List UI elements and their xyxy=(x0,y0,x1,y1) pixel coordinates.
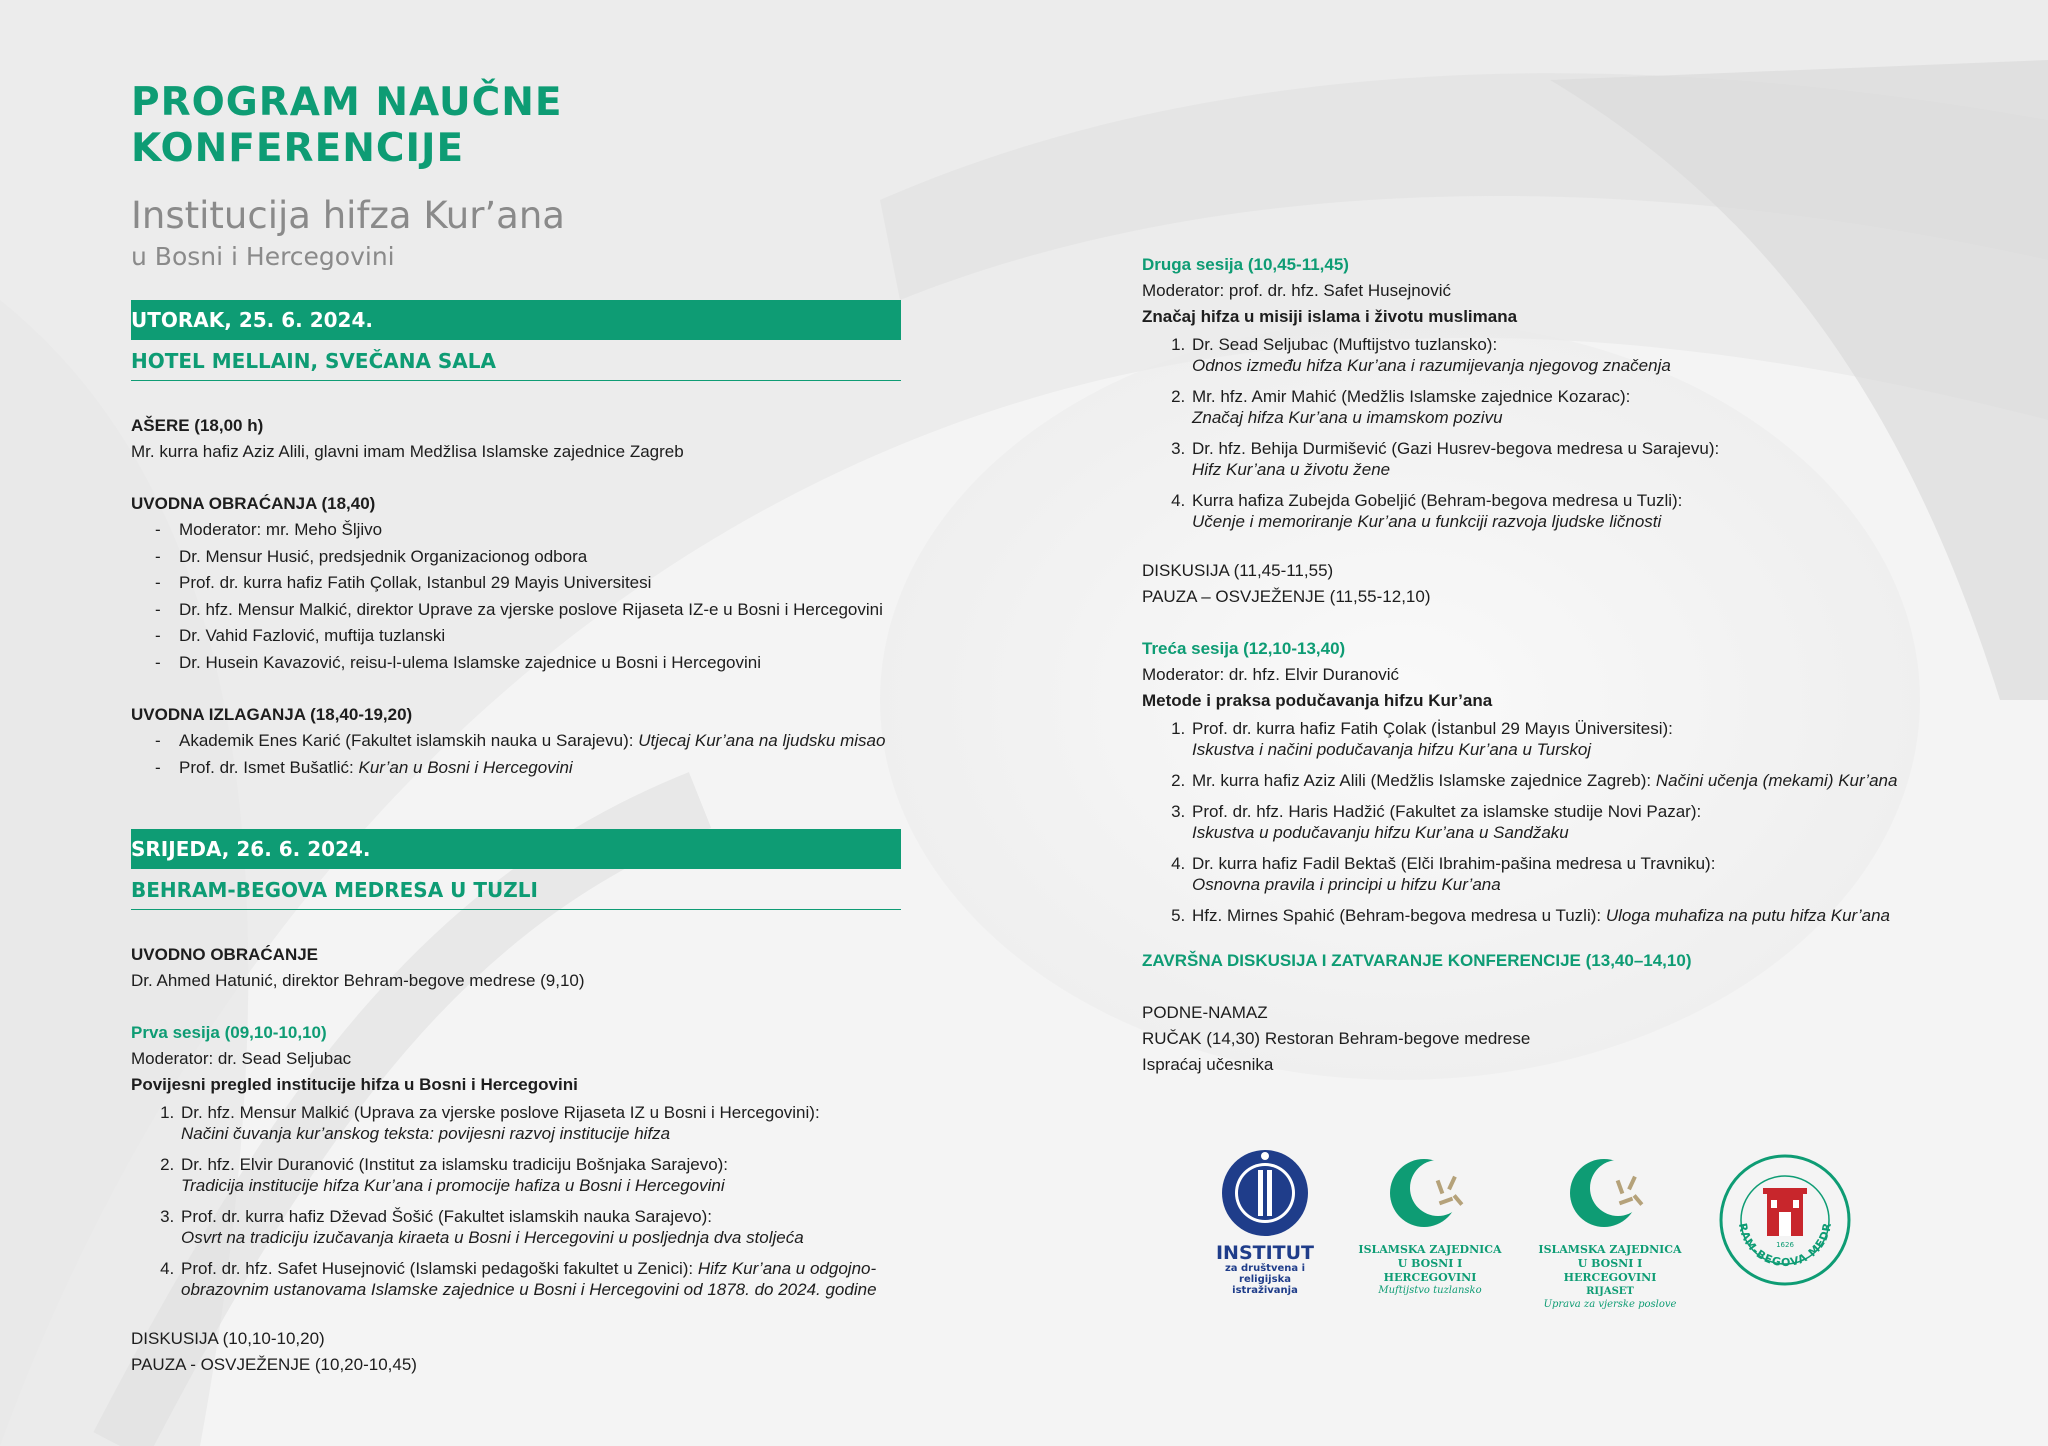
medresa-year: 1626 xyxy=(1776,1241,1794,1249)
item-author: Dr. hfz. Elvir Duranović (Institut za islamsku tradiciju Bošnjaka Sarajevo): xyxy=(181,1155,729,1174)
crescent-star-icon xyxy=(1560,1148,1660,1238)
crescent-star-icon xyxy=(1380,1148,1480,1238)
list-item: - Moderator: mr. Meho Šljivo xyxy=(155,517,901,544)
list-item xyxy=(1190,718,1942,760)
item-author: Hfz. Mirnes Spahić (Behram-begova medresa u Tuzli): xyxy=(1192,906,1606,925)
item-author: Dr. hfz. Mensur Malkić (Uprava za vjerske poslove Rijaseta IZ u Bosni i Hercegovini): xyxy=(181,1103,820,1122)
closing-title: ZAVRŠNA DISKUSIJA I ZATVARANJE KONFERENCIJE (13,40–14,10) xyxy=(1142,951,1692,970)
item-topic: Odnos između hifza Kur’ana i razumijevanja njegovog značenja xyxy=(1192,356,1671,375)
item-topic: Osvrt na tradiciju izučavanja kiraeta u Bosni i Hercegovini u posljednja dva stoljeća xyxy=(181,1228,804,1247)
logos-row xyxy=(1200,1148,1960,1308)
institut-sub1: za društvena i religijska xyxy=(1224,1263,1306,1285)
uvodno-obracanje-title: UVODNO OBRAĆANJE xyxy=(131,945,319,964)
iz-rijaset-line4: Uprava za vjerske poslove xyxy=(1543,1299,1677,1310)
left-column xyxy=(131,80,901,1378)
list-item: - Dr. hfz. Mensur Malkić, direktor Uprave za vjerske poslove Rijaseta IZ-e u Bosni i Hercegovini xyxy=(155,597,901,624)
iz-muftijstvo-logo xyxy=(1355,1148,1505,1297)
uvodno-obracanje-text: Dr. Ahmed Hatunić, direktor Behram-begove medrese (9,10) xyxy=(131,971,585,990)
item-topic: Utjecaj Kur’ana na ljudsku misao xyxy=(638,731,886,750)
list-item xyxy=(1190,490,1942,532)
uvodna-obracanja-title: UVODNA OBRAĆANJA (18,40) xyxy=(131,494,376,513)
session1-title: Prva sesija (09,10-10,10) xyxy=(131,1023,327,1042)
item-author: Akademik Enes Karić (Fakultet islamskih nauka u Sarajevu): xyxy=(179,731,639,750)
item-author: Prof. dr. Ismet Bušatlić: xyxy=(179,757,359,777)
day2-date-bar xyxy=(131,829,901,869)
right-column xyxy=(1142,252,1942,1078)
session1-list xyxy=(131,1102,901,1300)
list-item xyxy=(155,755,901,782)
item-author: Dr. hfz. Behija Durmišević (Gazi Husrev-begova medresa u Sarajevu): xyxy=(1192,439,1720,458)
medresa-seal-icon xyxy=(1717,1152,1853,1288)
list-item: - Prof. dr. kurra hafiz Fatih Çollak, Istanbul 29 Mayis Universitesi xyxy=(155,570,901,597)
list-item xyxy=(179,1258,901,1300)
item-author: Prof. dr. kurra hafiz Fatih Çolak (İstanbul 29 Mayıs Üniversitesi): xyxy=(1192,719,1673,738)
list-item: - Dr. Vahid Fazlović, muftija tuzlanski xyxy=(155,623,901,650)
item-topic: Hifz Kur’ana u odgojno-obrazovnim ustanovama Islamske zajednice u Bosni i Hercegovini od 1878. do 2024. godine xyxy=(181,1259,877,1299)
conference-title: Institucija hifza Kur’ana xyxy=(131,194,565,237)
institut-logo xyxy=(1200,1148,1330,1296)
uvodna-izlaganja-list xyxy=(131,728,901,781)
session2-discussion: DISKUSIJA (11,45-11,55) xyxy=(1142,561,1334,580)
session3-title: Treća sesija (12,10-13,40) xyxy=(1142,639,1346,658)
asere-title: AŠERE (18,00 h) xyxy=(131,416,264,435)
session1-pause: PAUZA - OSVJEŽENJE (10,20-10,45) xyxy=(131,1355,417,1374)
session1-theme: Povijesni pregled institucije hifza u Bosni i Hercegovini xyxy=(131,1075,578,1094)
item-topic: Značaj hifza Kur’ana u imamskom pozivu xyxy=(1192,408,1503,427)
list-item xyxy=(1190,801,1942,843)
session2-title: Druga sesija (10,45-11,45) xyxy=(1142,255,1349,274)
after-item-1: PODNE-NAMAZ xyxy=(1142,1003,1268,1022)
list-item xyxy=(1190,438,1942,480)
iz-muftijstvo-line1: ISLAMSKA ZAJEDNICA xyxy=(1358,1243,1502,1256)
medresa-logo xyxy=(1715,1152,1855,1293)
institut-emblem-icon xyxy=(1220,1148,1310,1238)
item-author: Prof. dr. hfz. Safet Husejnović (Islamski pedagoški fakultet u Zenici): xyxy=(181,1259,698,1278)
session3-theme: Metode i praksa podučavanja hifzu Kur’ana xyxy=(1142,691,1493,710)
list-item xyxy=(155,728,901,755)
session3-moderator: Moderator: dr. hfz. Elvir Duranović xyxy=(1142,665,1399,684)
day2-date: SRIJEDA, 26. 6. 2024. xyxy=(131,837,371,861)
session2-moderator: Moderator: prof. dr. hfz. Safet Husejnović xyxy=(1142,281,1451,300)
item-topic: Hifz Kur’ana u životu žene xyxy=(1192,460,1391,479)
uvodna-izlaganja-title: UVODNA IZLAGANJA (18,40-19,20) xyxy=(131,705,413,724)
session1-moderator: Moderator: dr. Sead Seljubac xyxy=(131,1049,352,1068)
iz-rijaset-line3: RIJASET xyxy=(1586,1286,1634,1297)
asere-text: Mr. kurra hafiz Aziz Alili, glavni imam Medžlisa Islamske zajednice Zagreb xyxy=(131,442,684,461)
list-item: - Dr. Husein Kavazović, reisu-l-ulema Islamske zajednice u Bosni i Hercegovini xyxy=(155,650,901,677)
item-author: Mr. kurra hafiz Aziz Alili (Medžlis Islamske zajednice Zagreb): xyxy=(1192,771,1656,790)
item-author: Prof. dr. kurra hafiz Dževad Šošić (Fakultet islamskih nauka Sarajevo): xyxy=(181,1207,712,1226)
item-topic: Načini učenja (mekami) Kur’ana xyxy=(1655,771,1898,790)
list-item xyxy=(179,1206,901,1248)
iz-muftijstvo-line2: U BOSNI I HERCEGOVINI xyxy=(1383,1257,1477,1284)
list-item xyxy=(1190,905,1942,926)
item-topic: Iskustva i načini podučavanja hifzu Kur’ana u Turskoj xyxy=(1192,740,1592,759)
day1-venue: HOTEL MELLAIN, SVEČANA SALA xyxy=(131,340,901,381)
after-item-2: RUČAK (14,30) Restoran Behram-begove medrese xyxy=(1142,1029,1531,1048)
item-author: Mr. hfz. Amir Mahić (Medžlis Islamske zajednice Kozarac): xyxy=(1192,387,1631,406)
day2-venue: BEHRAM-BEGOVA MEDRESA U TUZLI xyxy=(131,869,901,910)
session3-list xyxy=(1142,718,1942,926)
item-author: Dr. kurra hafiz Fadil Bektaš (Elči Ibrahim-pašina medresa u Travniku): xyxy=(1192,854,1716,873)
iz-muftijstvo-line3: Muftijstvo tuzlansko xyxy=(1378,1285,1482,1296)
item-topic: Kur’an u Bosni i Hercegovini xyxy=(358,757,573,777)
list-item xyxy=(179,1102,901,1144)
day1-date: UTORAK, 25. 6. 2024. xyxy=(131,308,373,332)
conference-subtitle: u Bosni i Hercegovini xyxy=(131,242,395,271)
item-author: Prof. dr. hfz. Haris Hadžić (Fakultet za islamske studije Novi Pazar): xyxy=(1192,802,1702,821)
institut-name: INSTITUT xyxy=(1215,1242,1315,1264)
list-item xyxy=(1190,770,1942,791)
item-topic: Iskustva u podučavanju hifzu Kur’ana u Sandžaku xyxy=(1192,823,1569,842)
item-topic: Osnovna pravila i principi u hifzu Kur’ana xyxy=(1192,875,1501,894)
institut-sub2: istraživanja xyxy=(1232,1285,1298,1296)
item-topic: Učenje i memoriranje Kur’ana u funkciji razvoja ljudske ličnosti xyxy=(1192,512,1662,531)
medresa-ring-text: RAM-BEGOVA MEDR xyxy=(1735,1221,1835,1270)
after-item-3: Ispraćaj učesnika xyxy=(1142,1055,1274,1074)
session2-theme: Značaj hifza u misiji islama i životu muslimana xyxy=(1142,307,1518,326)
session1-discussion: DISKUSIJA (10,10-10,20) xyxy=(131,1329,325,1348)
session2-pause: PAUZA – OSVJEŽENJE (11,55-12,10) xyxy=(1142,587,1431,606)
list-item xyxy=(1190,386,1942,428)
item-author: Dr. Sead Seljubac (Muftijstvo tuzlansko): xyxy=(1192,335,1498,354)
iz-rijaset-logo xyxy=(1535,1148,1685,1311)
list-item xyxy=(1190,853,1942,895)
list-item: - Dr. Mensur Husić, predsjednik Organizacionog odbora xyxy=(155,544,901,571)
session2-list xyxy=(1142,334,1942,532)
iz-rijaset-line2: U BOSNI I HERCEGOVINI xyxy=(1563,1257,1657,1284)
list-item xyxy=(1190,334,1942,376)
page-title: PROGRAM NAUČNE KONFERENCIJE xyxy=(131,80,563,171)
list-item xyxy=(179,1154,901,1196)
item-author: Kurra hafiza Zubejda Gobeljić (Behram-begova medresa u Tuzli): xyxy=(1192,491,1683,510)
uvodna-obracanja-list xyxy=(131,517,901,676)
day1-date-bar xyxy=(131,300,901,340)
item-topic: Tradicija institucije hifza Kur’ana i promocije hafiza u Bosni i Hercegovini xyxy=(181,1176,725,1195)
item-topic: Uloga muhafiza na putu hifza Kur’ana xyxy=(1605,906,1890,925)
iz-rijaset-line1: ISLAMSKA ZAJEDNICA xyxy=(1538,1243,1682,1256)
item-topic: Načini čuvanja kur’anskog teksta: povijesni razvoj institucije hifza xyxy=(181,1124,671,1143)
